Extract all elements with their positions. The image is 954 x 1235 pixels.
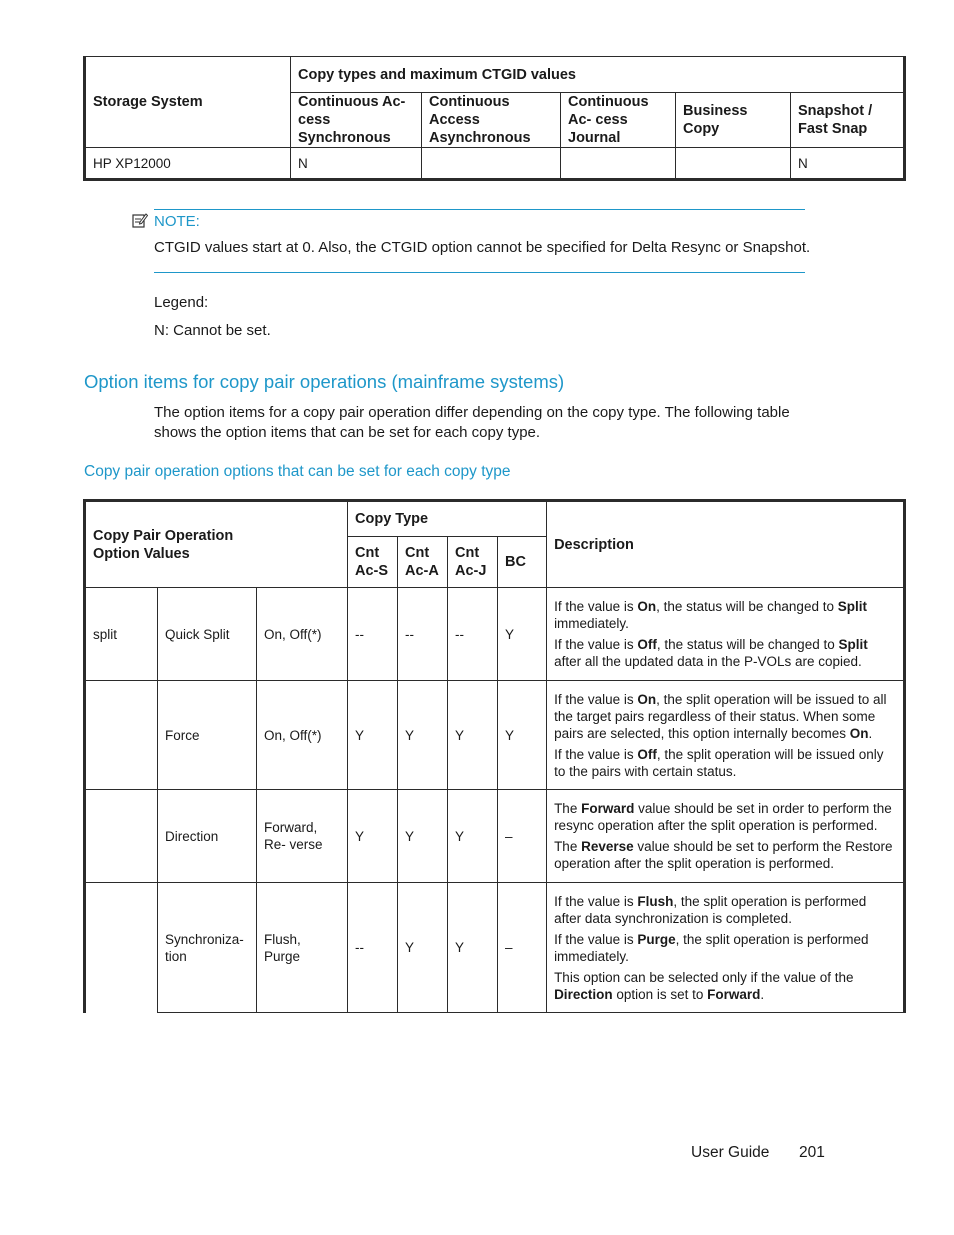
header-cnt-ac-s: Cnt Ac-S — [348, 537, 398, 588]
section-heading: Option items for copy pair operations (mainframe systems) — [84, 371, 565, 392]
cell-description — [547, 790, 905, 883]
cell-values: On, Off(*) — [257, 681, 348, 790]
section-intro-line2: shows the option items that can be set for each copy type. — [154, 424, 541, 441]
cell-bc: – — [498, 790, 547, 883]
footer-label: User Guide — [691, 1144, 770, 1161]
header-storage-system: Storage System — [85, 57, 291, 148]
cell-bc: – — [498, 883, 547, 1013]
header-col-snapshot: Snapshot / Fast Snap — [791, 93, 905, 148]
cell-group — [85, 790, 158, 883]
cell-bc: Y — [498, 681, 547, 790]
description-paragraph: The Reverse value should be set to perform the Restore operation after the split operation is performed. — [554, 839, 893, 871]
description-paragraph: If the value is Off, the status will be changed to Split after all the updated data in the P-VOLs are copied. — [554, 637, 868, 669]
description-paragraph: The Forward value should be set in order to perform the resync operation after the split operation is performed. — [554, 801, 892, 833]
header-copy-type: Copy Type — [348, 501, 547, 537]
note-pencil-icon — [132, 212, 148, 233]
cell-description — [547, 883, 905, 1013]
cell-description — [547, 681, 905, 790]
cell-cnt-ac-a: -- — [398, 588, 448, 681]
cell-cnt-ac-s: -- — [348, 588, 398, 681]
cell-cas: N — [291, 148, 422, 180]
description-paragraph: If the value is Off, the split operation will be issued only to the pairs with certain status. — [554, 746, 884, 779]
cell-cnt-ac-j: -- — [448, 588, 498, 681]
cell-cnt-ac-j: Y — [448, 883, 498, 1013]
cell-cnt-ac-s: -- — [348, 883, 398, 1013]
cell-option: Quick Split — [158, 588, 257, 681]
table-row — [85, 790, 905, 883]
cell-cnt-ac-j: Y — [448, 790, 498, 883]
cell-storage: HP XP12000 — [85, 148, 291, 180]
legend-item: N: Cannot be set. — [154, 322, 271, 339]
table-row — [85, 681, 905, 790]
table-caption: Copy pair operation options that can be set for each copy type — [84, 463, 511, 480]
table-row — [85, 148, 905, 180]
description-paragraph: If the value is On, the status will be changed to Split immediately. — [554, 599, 867, 631]
header-cnt-ac-a: Cnt Ac-A — [398, 537, 448, 588]
cell-option: Synchroniza- tion — [158, 883, 257, 1013]
description-paragraph: If the value is Flush, the split operation is performed after data synchronization is completed. — [554, 893, 867, 926]
legend-label: Legend: — [154, 294, 209, 311]
note-top-rule — [154, 209, 805, 210]
cell-cnt-ac-a: Y — [398, 681, 448, 790]
cell-cnt-ac-a: Y — [398, 790, 448, 883]
cell-values: On, Off(*) — [257, 588, 348, 681]
cell-group: split — [85, 588, 158, 681]
header-copy-types: Copy types and maximum CTGID values — [291, 57, 905, 93]
description-paragraph: This option can be selected only if the value of the Direction option is set to Forward. — [554, 969, 854, 1002]
note-title: NOTE: — [154, 213, 200, 230]
note-text: CTGID values start at 0. Also, the CTGID option cannot be specified for Delta Resync or Snapshot. — [154, 239, 811, 256]
cell-values: Forward, Re- verse — [257, 790, 348, 883]
cell-caj — [561, 148, 676, 180]
cell-snapshot: N — [791, 148, 905, 180]
cell-bc — [676, 148, 791, 180]
cell-group — [85, 681, 158, 790]
cell-option: Force — [158, 681, 257, 790]
cell-bc: Y — [498, 588, 547, 681]
cell-cnt-ac-s: Y — [348, 681, 398, 790]
section-intro-line1: The option items for a copy pair operation differ depending on the copy type. The following table — [154, 404, 790, 421]
cell-cnt-ac-j: Y — [448, 681, 498, 790]
description-paragraph: If the value is Purge, the split operation is performed immediately. — [554, 931, 869, 964]
header-col-bc: Business Copy — [676, 93, 791, 148]
header-description: Description — [547, 501, 905, 588]
header-col-cas: Continuous Ac- cess Synchronous — [291, 93, 422, 148]
description-paragraph: If the value is On, the split operation will be issued to all the target pairs regardless of their status. When some pairs are selected, this option internally becomes On. — [554, 691, 887, 741]
copy-pair-options-table — [83, 499, 906, 1013]
cell-description — [547, 588, 905, 681]
header-cnt-ac-j: Cnt Ac-J — [448, 537, 498, 588]
cell-option: Direction — [158, 790, 257, 883]
header-bc: BC — [498, 537, 547, 588]
cell-cnt-ac-s: Y — [348, 790, 398, 883]
cell-caa — [422, 148, 561, 180]
ctgid-values-table — [83, 56, 906, 181]
table-row — [85, 883, 905, 1013]
header-option-values: Copy Pair Operation Option Values — [85, 501, 348, 588]
header-col-caj: Continuous Ac- cess Journal — [561, 93, 676, 148]
note-bottom-rule — [154, 272, 805, 273]
header-col-caa: Continuous Access Asynchronous — [422, 93, 561, 148]
page-number: 201 — [799, 1144, 825, 1161]
table-row — [85, 588, 905, 681]
cell-values: Flush, Purge — [257, 883, 348, 1013]
cell-group — [85, 883, 158, 1013]
cell-cnt-ac-a: Y — [398, 883, 448, 1013]
